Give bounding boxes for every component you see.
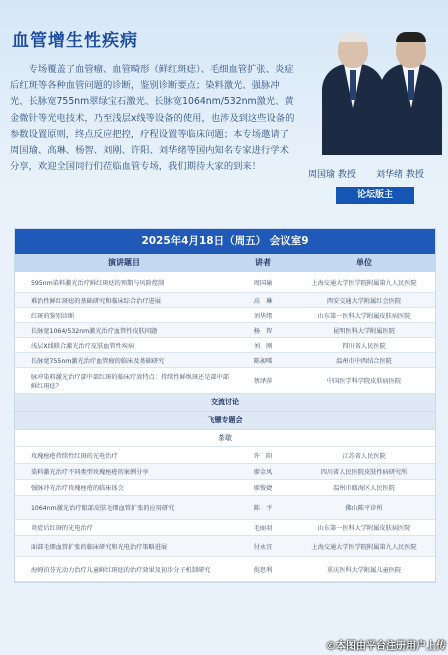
watermark: ©本图由平台注册用户上传 [326,641,446,652]
cell-topic: 长脉宽1064/532nm激光治疗血管性皮肤问题 [31,327,158,335]
cell-speaker: 杨 智 [253,327,273,335]
host-photo-1 [322,30,384,155]
cell-unit: 昆明医科大学附属医院 [333,327,395,335]
table-row [15,338,435,353]
schedule-table [14,228,436,583]
table-row [15,496,435,520]
host-name-2: 刘华绪 教授 [376,170,424,180]
date-line: 2025年4月18日（周五） 会议室9 [15,229,435,254]
cell-speaker: 付永宜 [253,543,273,551]
cell-topic: 长脉宽755nm激光治疗血管瘤的临床及基础研究 [31,357,165,365]
cell-topic: 红斑的鉴别诊断 [31,312,75,320]
table-row [15,447,435,464]
cell-speaker: 刘华绪 [253,312,273,320]
page-title: 血管增生性疾病 [12,31,138,51]
table-row [15,536,435,557]
cell-unit: 中国医学科学院皮肤病医院 [326,378,402,385]
table-header [15,254,435,272]
cell-speaker: 廖俊婕 [253,485,273,492]
cell-unit: 江苏省人民医院 [342,452,386,460]
cell-unit: 上海交通大学医学院附属第九人民医院 [311,279,417,287]
table-row [15,353,435,368]
cell-speaker: 周国瑜 [253,279,273,287]
table-row [15,293,435,308]
cell-topic: 595nm染料激光治疗鲜红斑痣的预期与风险控制 [31,279,165,287]
cell-speaker: 蔡泽萍 [253,378,273,385]
section-discussion-1: 交流讨论 [15,394,435,412]
cell-speaker: 许 阳 [253,452,273,460]
host-name-1: 周国瑜 教授 [308,170,356,180]
cell-speaker: 廖金凤 [253,469,273,476]
cell-topic: 玫瑰痤疮持续性红斑的光电治疗 [31,452,118,460]
section-tea-break: 茶歇 [15,430,435,447]
cell-speaker: 高 琳 [253,297,273,305]
cell-topic: 强脉冲光治疗玫瑰痤疮的临床体会 [31,485,124,492]
cell-unit: 温州市瓯海区人民医院 [333,485,395,492]
cell-unit: 重庆医科大学附属儿童医院 [326,566,402,574]
cell-unit: 上海交通大学医学院附属第九人民医院 [311,543,417,551]
forum-label: 论坛版主 [336,187,414,204]
header-speaker: 讲者 [255,258,271,267]
intro-paragraph: 专场覆盖了血管瘤、血管畸形（鲜红斑痣）、毛细血管扩张、炎症后红斑等各种血管问题的诊断，鉴别诊断要点；染料激光、强脉冲光、长脉宽755nm翠绿宝石激光、长脉宽1064nm/532nm激光、黄金微针等光电技术，乃至浅层x线等设备的使用，也涉及到这些设备的参数设置原则，终点反应把控，疗程设置等临床问题；本专场邀请了周国瑜、高琳、杨智、刘刚、许阳、刘华绪等国内知名专家进行学术分享，欢迎全国同行们莅临血管专场，我们期待大家的到来！ [10,64,295,173]
cell-unit: 四川省人民医院皮肤性病研究所 [320,469,408,476]
cell-topic: 染料激光治疗不同类型玫瑰痤疮的案例分享 [31,469,149,476]
cell-speaker: 毛丽羽 [253,525,273,532]
session2-rows [15,447,435,582]
cell-speaker: 陈 平 [253,505,273,512]
cell-speaker: 刘 刚 [253,342,273,350]
table-row [15,520,435,536]
cell-topic: 脉冲染料激光治疗部中部红斑的临床疗效特点：持续性鲜焕斑还是部中部鲜红斑痣？ [31,373,229,390]
table-row [15,323,435,338]
cell-speaker: 倪思利 [253,566,273,574]
cell-speaker: 陈昶唏 [253,357,273,365]
cell-unit: 四川省人民医院 [342,342,386,350]
cell-topic: 难治性鲜红斑痣的基础研究和临床综合治疗进展 [31,297,161,305]
cell-topic: 浅层X线联合激光治疗皮肤血管性疾病 [31,342,135,350]
table-row [15,272,435,293]
header-topic: 演讲题目 [108,258,140,267]
cell-unit: 佛山陈平诊所 [345,505,383,512]
section-dart-session: 飞镖专题会 [15,412,435,430]
cell-topic: 面部毛细血管扩张的临床研究和光电治疗策略进展 [31,543,168,551]
cell-topic: 炎症后红斑的光电治疗 [31,525,93,532]
cell-topic: 海姆泊芬光动力治疗儿童鲜红斑痣的治疗效果及初步分子机制研究 [31,566,211,574]
table-row [15,557,435,582]
cell-unit: 山东第一医科大学附属皮肤病医院 [317,312,411,320]
table-row [15,464,435,480]
header-unit: 单位 [356,258,372,267]
host-photo-2 [380,30,442,155]
session1-rows [15,272,435,394]
cell-unit: 山东第一医科大学附属皮肤病医院 [317,525,411,532]
table-row [15,368,435,394]
cell-unit: 温州市中西结合医院 [336,357,392,365]
cell-unit: 西安交通大学附属红会医院 [326,297,402,305]
table-row [15,308,435,323]
cell-topic: 1064nm激光治疗眼部皮肤毛细血管扩张的应用研究 [31,505,175,512]
table-row [15,480,435,496]
